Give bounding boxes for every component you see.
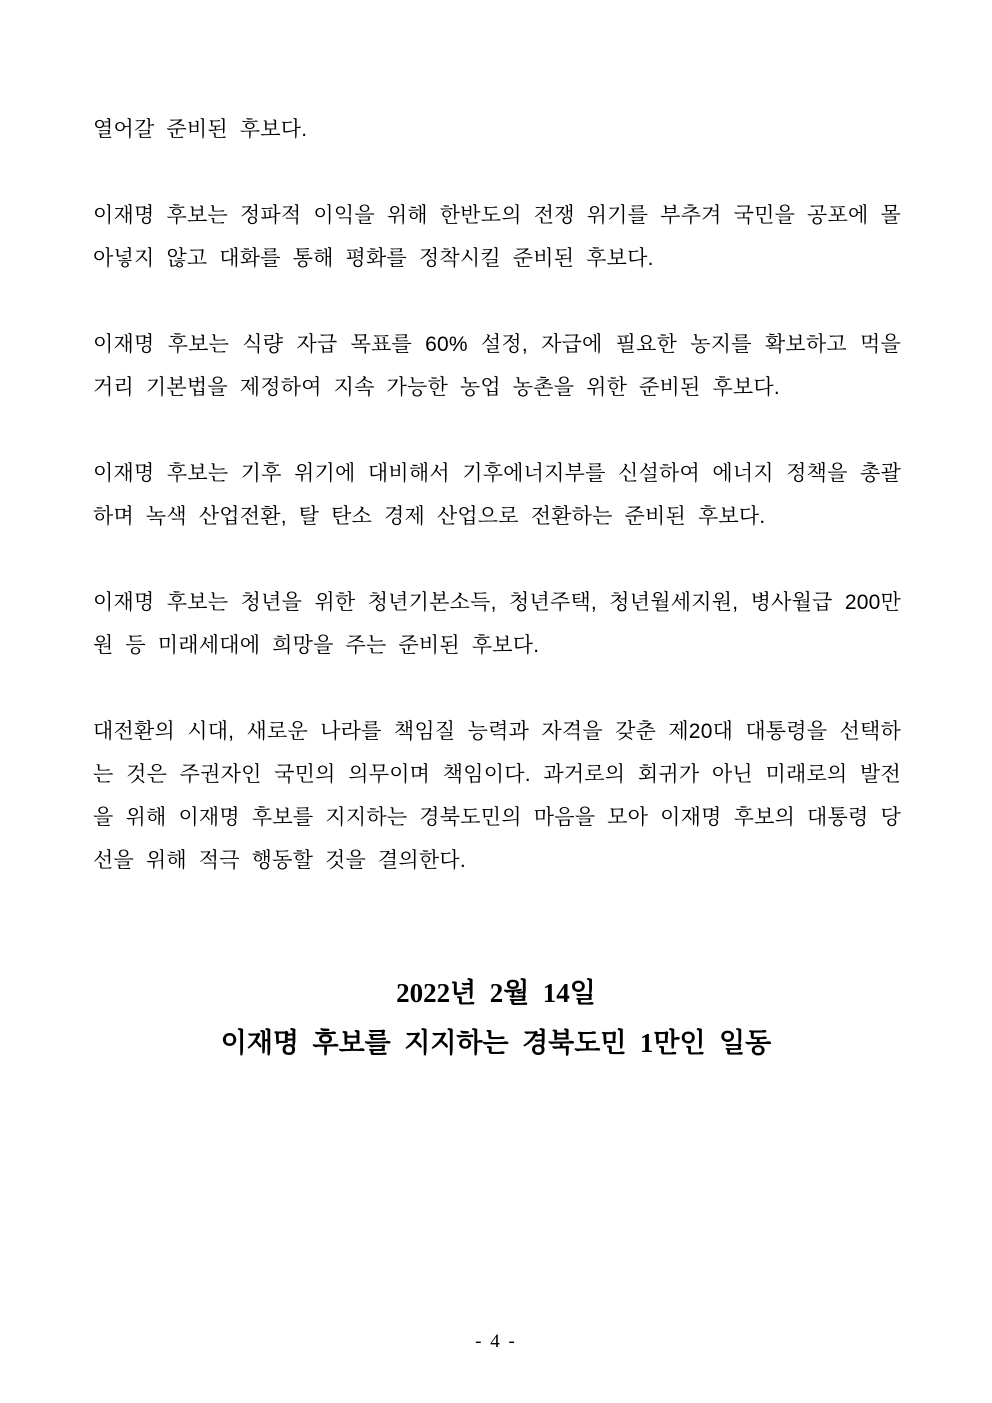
body-paragraph-2: 이재명 후보는 정파적 이익을 위해 한반도의 전쟁 위기를 부추겨 국민을 공포에 몰아넣지 않고 대화를 통해 평화를 정착시킬 준비된 후보다. [93, 204, 901, 270]
body-paragraph-1: 열어갈 준비된 후보다. [93, 118, 308, 141]
signature-line: 이재명 후보를 지지하는 경북도민 1만인 일동 [220, 1028, 772, 1058]
date-line: 2022년 2월 14일 [396, 978, 596, 1008]
body-paragraph-6: 대전환의 시대, 새로운 나라를 책임질 능력과 자격을 갖춘 제20대 대통령을 선택하는 것은 주권자인 국민의 의무이며 책임이다. 과거로의 회귀가 아닌 미래로의 발전을 위해 이재명 후보를 지지하는 경북도민의 마음을 모아 이재명 후보의 대통령 당선을 위해 적극 행동할 것을 결의한다. [93, 720, 901, 872]
body-paragraph-4: 이재명 후보는 기후 위기에 대비해서 기후에너지부를 신설하여 에너지 정책을 총괄하며 녹색 산업전환, 탈 탄소 경제 산업으로 전환하는 준비된 후보다. [93, 462, 901, 528]
body-paragraph-5: 이재명 후보는 청년을 위한 청년기본소득, 청년주택, 청년월세지원, 병사월급 200만원 등 미래세대에 희망을 주는 준비된 후보다. [93, 591, 901, 657]
page-number: - 4 - [475, 1331, 517, 1352]
signature-block [0, 968, 992, 1068]
body-paragraph-3: 이재명 후보는 식량 자급 목표를 60% 설정, 자급에 필요한 농지를 확보하고 먹을거리 기본법을 제정하여 지속 가능한 농업 농촌을 위한 준비된 후보다. [93, 333, 901, 399]
document-body [93, 108, 901, 925]
